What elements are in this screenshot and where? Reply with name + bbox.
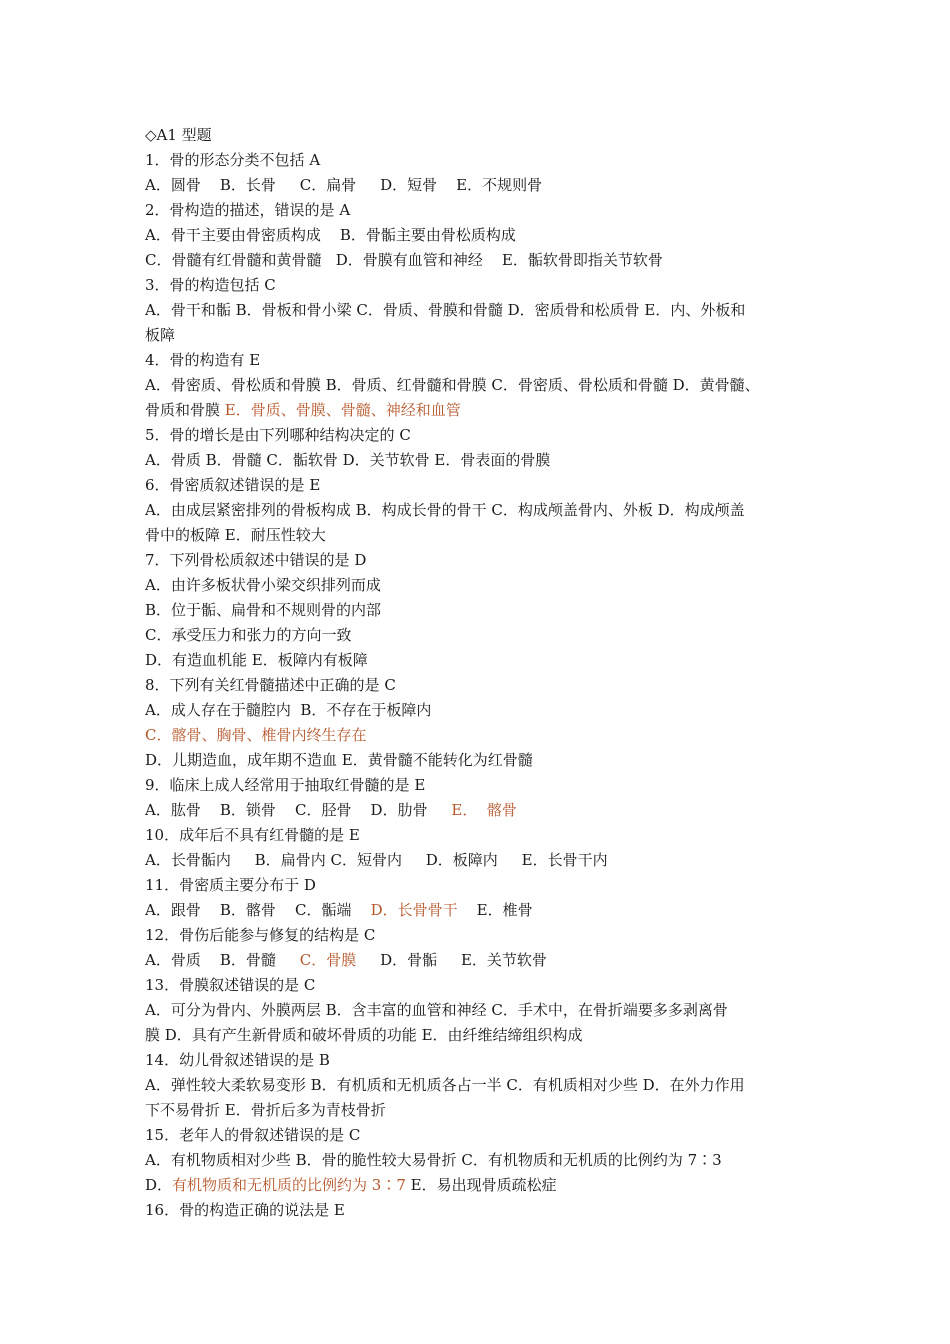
- text-line: [145, 473, 825, 498]
- line-text: D．有造血机能 E．板障内有板障: [145, 651, 368, 669]
- text-line: [145, 1048, 825, 1073]
- line-text: A．由许多板状骨小梁交织排列而成: [145, 576, 381, 594]
- line-text: 骨质和骨膜: [145, 401, 225, 419]
- text-line: [145, 1173, 825, 1198]
- text-line: [145, 598, 825, 623]
- text-line: [145, 1098, 825, 1123]
- text-line: [145, 1023, 825, 1048]
- text-line: [145, 498, 825, 523]
- line-text: 3．骨的构造包括 C: [145, 276, 276, 294]
- line-text: ◇A1 型题: [145, 126, 212, 144]
- line-text: A．骨密质、骨松质和骨膜 B．骨质、红骨髓和骨膜 C．骨密质、骨松质和骨髓 D．黄骨髓、: [145, 376, 760, 394]
- line-text: C．骨髓有红骨髓和黄骨髓 D．骨膜有血管和神经 E．骺软骨即指关节软骨: [145, 251, 663, 269]
- line-text: 7．下列骨松质叙述中错误的是 D: [145, 551, 367, 569]
- text-line: [145, 223, 825, 248]
- line-text: A．有机物质相对少些 B．骨的脆性较大易骨折 C．有机物质和无机质的比例约为 7∶3: [145, 1151, 722, 1169]
- highlighted-answer-text: 有机物质和无机质的比例约为 3∶7: [172, 1176, 406, 1194]
- line-text: E．椎骨: [457, 901, 533, 919]
- text-line: [145, 623, 825, 648]
- line-text: D．儿期造血，成年期不造血 E．黄骨髓不能转化为红骨髓: [145, 751, 533, 769]
- text-line: [145, 923, 825, 948]
- line-text: A．弹性较大柔软易变形 B．有机质和无机质各占一半 C．有机质相对少些 D．在外力作用: [145, 1076, 745, 1094]
- text-line: [145, 1198, 825, 1223]
- line-text: A．可分为骨内、外膜两层 B．含丰富的血管和神经 C．手术中，在骨折端要多多剥离骨: [145, 1001, 728, 1019]
- text-line: [145, 1123, 825, 1148]
- line-text: 12．骨伤后能参与修复的结构是 C: [145, 926, 376, 944]
- line-text: 膜 D．具有产生新骨质和破坏骨质的功能 E．由纤维结缔组织构成: [145, 1026, 583, 1044]
- line-text: B．位于骺、扁骨和不规则骨的内部: [145, 601, 382, 619]
- text-line: [145, 798, 825, 823]
- line-text: 板障: [145, 326, 176, 344]
- line-text: 10．成年后不具有红骨髓的是 E: [145, 826, 360, 844]
- text-line: [145, 773, 825, 798]
- text-line: [145, 423, 825, 448]
- line-text: 15．老年人的骨叙述错误的是 C: [145, 1126, 361, 1144]
- text-line: [145, 398, 825, 423]
- document-page: [145, 123, 825, 1223]
- text-line: [145, 973, 825, 998]
- line-text: 下不易骨折 E．骨折后多为青枝骨折: [145, 1101, 386, 1119]
- text-line: [145, 1148, 825, 1173]
- text-line: [145, 998, 825, 1023]
- line-text: 11．骨密质主要分布于 D: [145, 876, 316, 894]
- line-text: 16．骨的构造正确的说法是 E: [145, 1201, 345, 1219]
- line-text: A．长骨骺内 B．扁骨内 C．短骨内 D．板障内 E．长骨干内: [145, 851, 608, 869]
- line-text: A．骨质 B．骨髓 C．骺软骨 D．关节软骨 E．骨表面的骨膜: [145, 451, 551, 469]
- line-text: 14．幼儿骨叙述错误的是 B: [145, 1051, 330, 1069]
- line-text: A．圆骨 B．长骨 C．扁骨 D．短骨 E．不规则骨: [145, 176, 543, 194]
- text-line: [145, 1073, 825, 1098]
- text-line: [145, 548, 825, 573]
- text-line: [145, 298, 825, 323]
- text-line: [145, 698, 825, 723]
- text-line: [145, 148, 825, 173]
- highlighted-answer-text: C．骨膜: [299, 951, 357, 969]
- highlighted-answer-text: E．骨质、骨膜、骨髓、神经和血管: [224, 401, 461, 419]
- text-line: [145, 248, 825, 273]
- text-line: [145, 273, 825, 298]
- text-line: [145, 848, 825, 873]
- text-line: [145, 873, 825, 898]
- text-line: [145, 373, 825, 398]
- text-line: [145, 673, 825, 698]
- text-line: [145, 723, 825, 748]
- line-text: A．肱骨 B．锁骨 C．胫骨 D．肋骨: [145, 801, 452, 819]
- line-text: 2．骨构造的描述，错误的是 A: [145, 201, 351, 219]
- line-text: E．易出现骨质疏松症: [405, 1176, 557, 1194]
- line-text: D．: [145, 1176, 173, 1194]
- line-text: D．骨骺 E．关节软骨: [356, 951, 547, 969]
- highlighted-answer-text: D．长骨骨干: [370, 901, 458, 919]
- text-line: [145, 573, 825, 598]
- highlighted-answer-text: E． 髂骨: [451, 801, 517, 819]
- text-line: [145, 348, 825, 373]
- line-text: C．承受压力和张力的方向一致: [145, 626, 352, 644]
- line-text: 8．下列有关红骨髓描述中正确的是 C: [145, 676, 396, 694]
- line-text: A．由成层紧密排列的骨板构成 B．构成长骨的骨干 C．构成颅盖骨内、外板 D．构成颅盖: [145, 501, 745, 519]
- text-line: [145, 173, 825, 198]
- text-line: [145, 198, 825, 223]
- line-text: 1．骨的形态分类不包括 A: [145, 151, 321, 169]
- line-text: A．成人存在于髓腔内 B．不存在于板障内: [145, 701, 432, 719]
- line-text: 13．骨膜叙述错误的是 C: [145, 976, 316, 994]
- line-text: A．骨干主要由骨密质构成 B．骨骺主要由骨松质构成: [145, 226, 516, 244]
- highlighted-answer-text: C．髂骨、胸骨、椎骨内终生存在: [145, 726, 367, 744]
- text-line: [145, 523, 825, 548]
- line-text: A．骨质 B．骨髓: [145, 951, 300, 969]
- line-text: A．跟骨 B．髂骨 C．骺端: [145, 901, 371, 919]
- line-text: A．骨干和骺 B．骨板和骨小梁 C．骨质、骨膜和骨髓 D．密质骨和松质骨 E．内、外板和: [145, 301, 746, 319]
- text-line: [145, 898, 825, 923]
- text-line: [145, 323, 825, 348]
- text-line: [145, 948, 825, 973]
- text-line: [145, 448, 825, 473]
- line-text: 5．骨的增长是由下列哪种结构决定的 C: [145, 426, 411, 444]
- text-line: [145, 648, 825, 673]
- text-line: [145, 823, 825, 848]
- text-line: [145, 123, 825, 148]
- line-text: 骨中的板障 E．耐压性较大: [145, 526, 326, 544]
- line-text: 6．骨密质叙述错误的是 E: [145, 476, 321, 494]
- line-text: 9．临床上成人经常用于抽取红骨髓的是 E: [145, 776, 426, 794]
- line-text: 4．骨的构造有 E: [145, 351, 261, 369]
- text-line: [145, 748, 825, 773]
